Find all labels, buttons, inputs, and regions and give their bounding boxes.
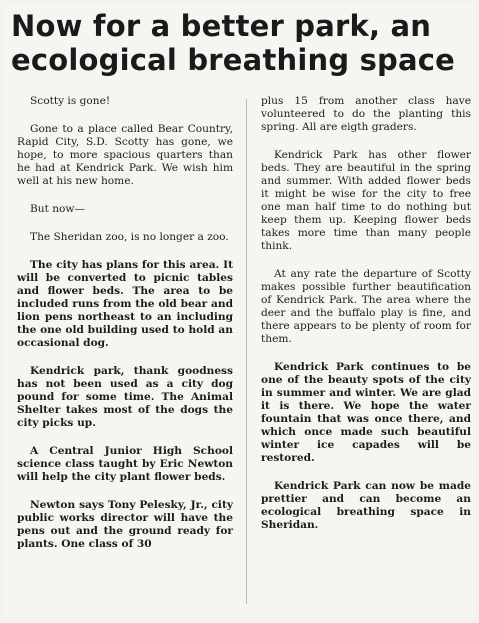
- paragraph: Newton says Tony Pelesky, Jr., city public works director will have the pens out and the ground ready for plants. One class of 30: [17, 499, 233, 550]
- paragraph: But now—: [30, 203, 86, 215]
- paragraph: At any rate the departure of Scotty makes possible further beautification of Kendrick Park. The area where the deer and the buffalo play is fine, and there appears to be plenty of room for them.: [261, 268, 471, 345]
- headline-line-1: Now for a better park, an: [11, 9, 432, 43]
- paragraph: The Sheridan zoo, is no longer a zoo.: [30, 231, 229, 243]
- headline: [11, 9, 471, 77]
- paragraph: Kendrick park, thank goodness has not been used as a city dog pound for some time. The Animal Shelter takes most of the dogs the city picks up.: [17, 365, 233, 429]
- paragraph: Gone to a place called Bear Country, Rapid City, S.D. Scotty has gone, we hope, to more spacious quarters than he had at Kendrick Park. We wish him well at his new home.: [17, 123, 233, 187]
- left-column: [17, 95, 233, 565]
- paragraph: plus 15 from another class have volunteered to do the planting this spring. All are eigth graders.: [261, 95, 471, 133]
- newspaper-clipping: [3, 3, 476, 615]
- paragraph: Scotty is gone!: [30, 95, 111, 107]
- paragraph: Kendrick Park has other flower beds. They are beautiful in the spring and summer. With added flower beds it might be wise for the city to free one man half time to do nothing but keep them up. Keeping flower beds takes more time than many people think.: [261, 149, 471, 252]
- paragraph: A Central Junior High School science class taught by Eric Newton will help the city plant flower beds.: [17, 445, 233, 483]
- column-divider: [246, 99, 247, 604]
- paragraph: Kendrick Park continues to be one of the beauty spots of the city in summer and winter. We are glad it is there. We hope the water fountain that was once there, and which once made such beautiful winter ice capades will be restored.: [261, 361, 471, 464]
- paragraph: Kendrick Park can now be made prettier and can become an ecological breathing space in Sheridan.: [261, 480, 471, 531]
- headline-line-2: ecological breathing space: [11, 43, 456, 77]
- right-column: [261, 95, 471, 547]
- paragraph: The city has plans for this area. It will be converted to picnic tables and flower beds. The area to be included runs from the old bear and lion pens northeast to an including the one old building used to hold an occasional dog.: [17, 259, 233, 349]
